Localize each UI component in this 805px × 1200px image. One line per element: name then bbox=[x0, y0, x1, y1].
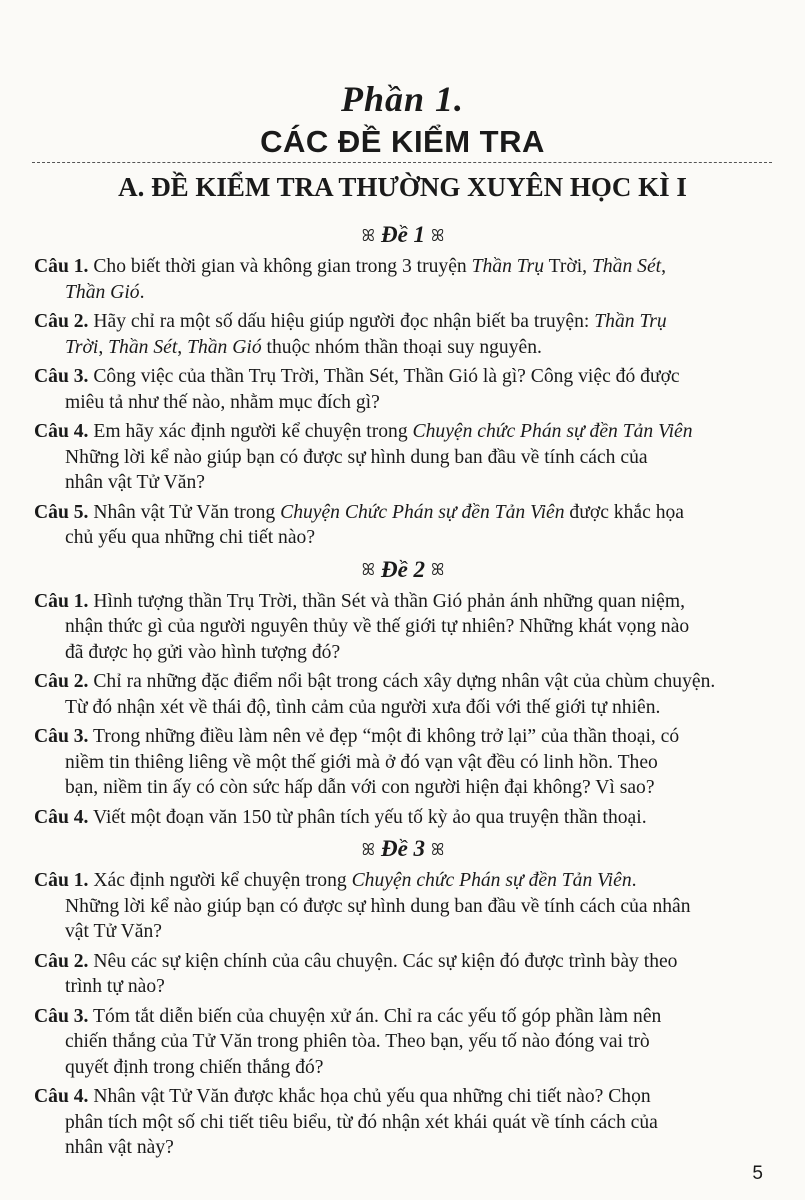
question-text-line: Những lời kể nào giúp bạn có được sự hình dung ban đầu về tính cách của nhân bbox=[65, 895, 691, 917]
question-text-line: Trời, Thần Sét, Thần Gió thuộc nhóm thần thoại suy nguyên. bbox=[65, 336, 542, 358]
exam-title bbox=[34, 557, 772, 583]
question-label: Câu 4. bbox=[34, 1086, 89, 1107]
question-label: Câu 5. bbox=[34, 501, 89, 523]
question-text-line: Thần Gió. bbox=[65, 281, 145, 303]
question-text-line: Chỉ ra những đặc điểm nổi bật trong cách xây dựng nhân vật của chùm chuyện. bbox=[93, 671, 716, 692]
question-label: Câu 3. bbox=[34, 726, 89, 747]
question-label: Câu 2. bbox=[34, 671, 89, 692]
question-label: Câu 1. bbox=[34, 256, 89, 277]
question bbox=[34, 364, 772, 415]
question bbox=[34, 500, 772, 551]
question-text-line: trình tự nào? bbox=[65, 976, 165, 997]
question bbox=[34, 254, 772, 305]
ornament-right-icon: ꕤ bbox=[431, 841, 445, 859]
question-text-line: chủ yếu qua những chi tiết nào? bbox=[65, 527, 316, 548]
page-number: 5 bbox=[752, 1163, 763, 1184]
question-text-line: Em hãy xác định người kể chuyện trong Chuyện chức Phán sự đền Tản Viên bbox=[93, 421, 693, 442]
section-heading: CÁC ĐỀ KIỂM TRA bbox=[260, 124, 545, 159]
exam-title-text: Đề 3 bbox=[380, 836, 426, 861]
dashed-divider bbox=[32, 162, 772, 163]
question-text-line: chiến thắng của Tử Văn trong phiên tòa. Theo bạn, yếu tố nào đóng vai trò bbox=[65, 1031, 650, 1052]
question-text-line: bạn, niềm tin ấy có còn sức hấp dẫn với con người hiện đại không? Vì sao? bbox=[65, 777, 655, 798]
ornament-left-icon: ꕤ bbox=[361, 227, 375, 245]
question-label: Câu 1. bbox=[34, 590, 89, 612]
question-text-line: nhân vật Tử Văn? bbox=[65, 472, 205, 493]
exam-title bbox=[34, 836, 772, 862]
question bbox=[34, 724, 772, 801]
question-text-line: quyết định trong chiến thắng đó? bbox=[65, 1056, 324, 1078]
question bbox=[34, 309, 772, 360]
question-text-line: niềm tin thiêng liêng về một thế giới mà ở đó vạn vật đều có linh hồn. Theo bbox=[65, 751, 658, 773]
question-text-line: nhân vật này? bbox=[65, 1137, 174, 1158]
question-text-line: Công việc của thần Trụ Trời, Thần Sét, Thần Gió là gì? Công việc đó được bbox=[93, 366, 680, 387]
question-text-line: Tóm tắt diễn biến của chuyện xử án. Chỉ ra các yếu tố góp phần làm nên bbox=[93, 1005, 662, 1027]
question-text-line: Cho biết thời gian và không gian trong 3 truyện Thần Trụ Trời, Thần Sét, bbox=[93, 256, 667, 277]
exam-title-text: Đề 2 bbox=[380, 556, 426, 582]
question bbox=[34, 868, 772, 945]
question bbox=[34, 949, 772, 1000]
exam-list bbox=[34, 216, 772, 1165]
ornament-right-icon: ꕤ bbox=[431, 562, 445, 580]
question-label: Câu 3. bbox=[34, 366, 89, 387]
exam-title bbox=[34, 222, 772, 248]
question-label: Câu 2. bbox=[34, 950, 89, 972]
question bbox=[34, 419, 772, 496]
ornament-right-icon: ꕤ bbox=[431, 227, 445, 245]
question-text-line: Nhân vật Tử Văn trong Chuyện Chức Phán sự đền Tản Viên được khắc họa bbox=[93, 501, 684, 523]
question-text-line: vật Tử Văn? bbox=[65, 921, 162, 942]
question-text-line: Những lời kể nào giúp bạn có được sự hình dung ban đầu về tính cách của bbox=[65, 446, 648, 468]
question-text-line: Nêu các sự kiện chính của câu chuyện. Các sự kiện đó được trình bày theo bbox=[93, 950, 678, 972]
subsection-heading: A. ĐỀ KIỂM TRA THƯỜNG XUYÊN HỌC KÌ I bbox=[118, 172, 687, 202]
question bbox=[34, 805, 772, 831]
question-text-line: phân tích một số chi tiết tiêu biểu, từ đó nhận xét khái quát về tính cách của bbox=[65, 1111, 658, 1133]
question-text-line: Xác định người kể chuyện trong Chuyện chức Phán sự đền Tản Viên. bbox=[93, 870, 637, 891]
question-text-line: đã được họ gửi vào hình tượng đó? bbox=[65, 641, 341, 663]
question-text-line: miêu tả như thế nào, nhằm mục đích gì? bbox=[65, 391, 380, 413]
question bbox=[34, 1084, 772, 1161]
question-text-line: Viết một đoạn văn 150 từ phân tích yếu tố kỳ ảo qua truyện thần thoại. bbox=[93, 806, 647, 828]
question-text-line: Nhân vật Tử Văn được khắc họa chủ yếu qua những chi tiết nào? Chọn bbox=[93, 1086, 651, 1107]
ornament-left-icon: ꕤ bbox=[361, 841, 375, 859]
question bbox=[34, 1004, 772, 1081]
ornament-left-icon: ꕤ bbox=[361, 562, 375, 580]
question bbox=[34, 589, 772, 666]
question-label: Câu 2. bbox=[34, 311, 89, 332]
question-label: Câu 4. bbox=[34, 421, 89, 442]
question-label: Câu 4. bbox=[34, 806, 89, 828]
part-title: Phần 1. bbox=[340, 79, 465, 119]
question-text-line: Trong những điều làm nên vẻ đẹp “một đi không trở lại” của thần thoại, có bbox=[93, 726, 680, 747]
question-text-line: Từ đó nhận xét về thái độ, tình cảm của người xưa đối với thế giới tự nhiên. bbox=[65, 696, 661, 718]
question-label: Câu 3. bbox=[34, 1005, 89, 1027]
question-text-line: Hình tượng thần Trụ Trời, thần Sét và thần Gió phản ánh những quan niệm, bbox=[93, 590, 686, 612]
exam-title-text: Đề 1 bbox=[380, 222, 426, 247]
question-label: Câu 1. bbox=[34, 870, 89, 891]
question-text-line: nhận thức gì của người nguyên thủy về thế giới tự nhiên? Những khát vọng nào bbox=[65, 616, 690, 637]
question bbox=[34, 669, 772, 720]
question-text-line: Hãy chỉ ra một số dấu hiệu giúp người đọc nhận biết ba truyện: Thần Trụ bbox=[93, 311, 667, 332]
